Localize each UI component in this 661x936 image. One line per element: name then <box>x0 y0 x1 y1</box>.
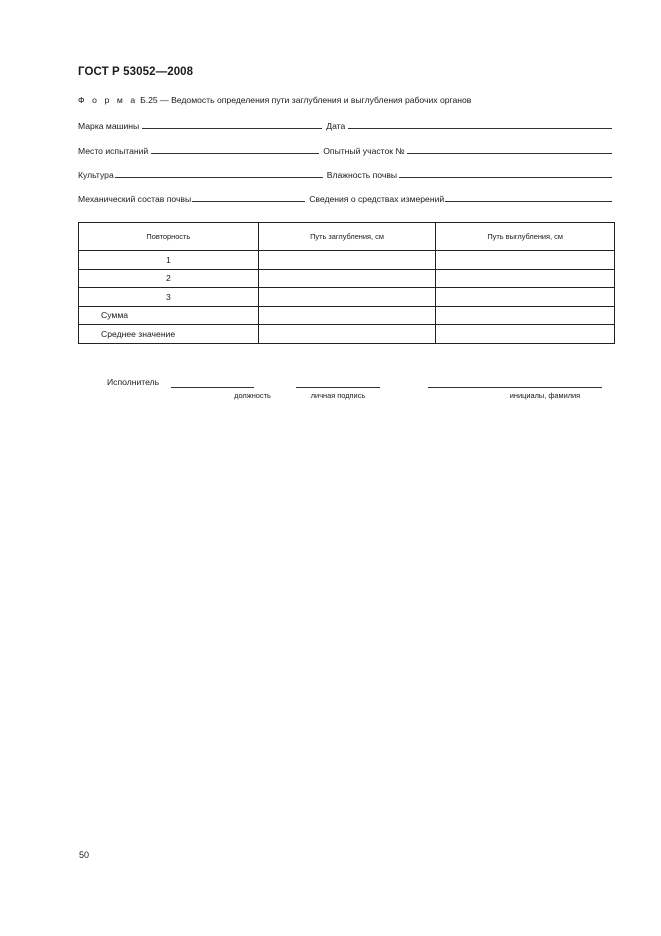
moisture-field[interactable] <box>399 176 612 178</box>
depth-out-cell[interactable] <box>436 325 615 344</box>
row-label: 1 <box>79 251 259 270</box>
header-repetition: Повторность <box>79 223 259 251</box>
instruments-field[interactable] <box>445 200 612 202</box>
depth-in-cell[interactable] <box>258 288 436 307</box>
form-name: Б.25 — Ведомость определения пути заглубления и выглубления рабочих органов <box>140 95 472 105</box>
depth-out-cell[interactable] <box>436 288 615 307</box>
depth-in-cell[interactable] <box>258 251 436 270</box>
row-label: Среднее значение <box>79 325 259 344</box>
table-row <box>79 269 615 288</box>
form-prefix: Ф о р м а <box>78 95 138 105</box>
depth-out-cell[interactable] <box>436 269 615 288</box>
row-label: 3 <box>79 288 259 307</box>
instruments-label: Сведения о средствах измерений <box>309 194 445 204</box>
field-row-site-plot <box>78 142 612 156</box>
document-code: ГОСТ Р 53052—2008 <box>78 66 194 78</box>
row-label: Сумма <box>79 306 259 325</box>
measurement-table <box>78 222 615 344</box>
header-depth-out: Путь выглубления, см <box>436 223 615 251</box>
table-row-mean <box>79 325 615 344</box>
signature-field[interactable] <box>296 387 380 388</box>
table-row-sum <box>79 306 615 325</box>
test-site-field[interactable] <box>151 152 319 154</box>
name-field[interactable] <box>428 387 602 388</box>
depth-in-cell[interactable] <box>258 325 436 344</box>
header-depth-in: Путь заглубления, см <box>258 223 436 251</box>
position-caption: должность <box>234 391 271 400</box>
depth-in-cell[interactable] <box>258 306 436 325</box>
soil-label: Механический состав почвы <box>78 194 192 204</box>
executor-label: Исполнитель <box>107 377 160 387</box>
test-site-label: Место испытаний <box>78 146 149 156</box>
name-caption: инициалы, фамилия <box>509 391 581 400</box>
soil-field[interactable] <box>192 200 305 202</box>
machine-field[interactable] <box>142 127 322 129</box>
row-label: 2 <box>79 269 259 288</box>
plot-label: Опытный участок № <box>323 146 405 156</box>
date-field[interactable] <box>348 127 612 129</box>
table-header-row <box>79 223 615 251</box>
depth-in-cell[interactable] <box>258 269 436 288</box>
crop-label: Культура <box>78 170 114 180</box>
field-row-soil-instruments <box>78 190 612 204</box>
position-field[interactable] <box>171 387 254 388</box>
table-row <box>79 288 615 307</box>
plot-field[interactable] <box>407 152 612 154</box>
form-title <box>78 95 471 105</box>
date-label: Дата <box>326 121 346 131</box>
depth-out-cell[interactable] <box>436 251 615 270</box>
depth-out-cell[interactable] <box>436 306 615 325</box>
field-row-machine-date <box>78 117 612 131</box>
signature-caption: личная подпись <box>310 391 366 400</box>
page-number: 50 <box>79 850 90 860</box>
field-row-crop-moisture <box>78 166 612 180</box>
crop-field[interactable] <box>115 176 323 178</box>
table-row <box>79 251 615 270</box>
signature-block <box>78 377 615 407</box>
moisture-label: Влажность почвы <box>326 170 398 180</box>
machine-label: Марка машины <box>78 121 140 131</box>
